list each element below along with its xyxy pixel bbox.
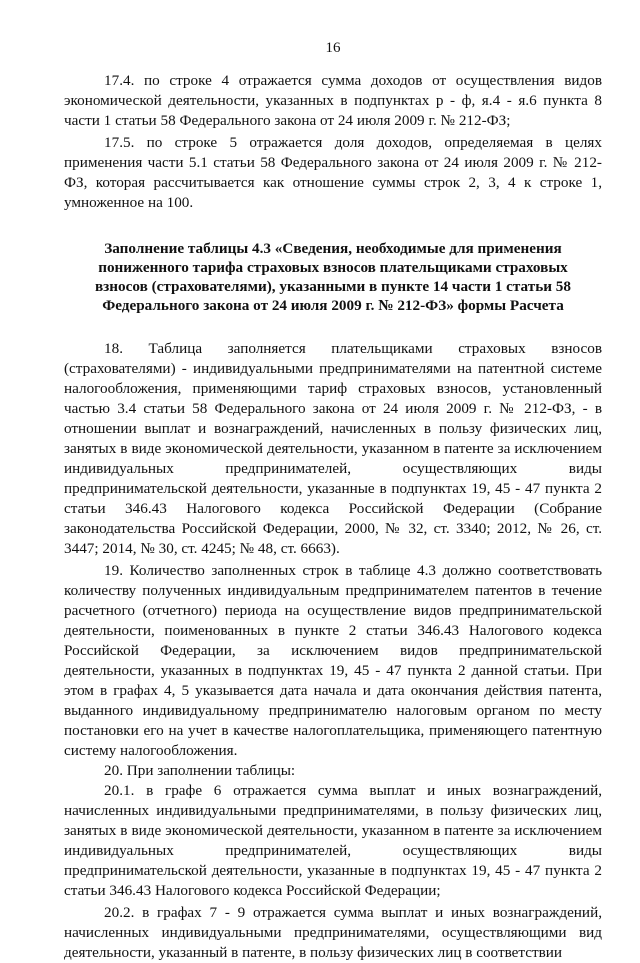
paragraph-20: 20. При заполнении таблицы:: [104, 762, 296, 779]
paragraph-17-4: 17.4. по строке 4 отражается сумма доходов от осуществления видов экономической деятельности, указанных в подпунктах р - ф, я.4 - я.6 пункта 8 части 1 статьи 58 Федерального закона от 24 июля 2009 г. № 212-ФЗ;: [64, 72, 602, 129]
paragraph-20-1: 20.1. в графе 6 отражается сумма выплат и иных вознаграждений, начисленных индивидуальными предпринимателями, в пользу физических лиц, занятых в виде экономической деятельности, указанном в патенте за исключением индивидуальных предпринимателей, осуществляющих виды предпринимательской деятельности, указанные в подпунктах 19, 45 - 47 пункта 2 статьи 346.43 Налогового кодекса Российской Федерации;: [64, 782, 602, 899]
paragraph-17-5: 17.5. по строке 5 отражается доля доходов, определяемая в целях применения части 5.1 статьи 58 Федерального закона от 24 июля 2009 г. № 212-ФЗ, которая рассчитывается как отношение суммы строк 2, 3, 4 к строке 1, умноженное на 100.: [64, 134, 602, 211]
section-title: Заполнение таблицы 4.3 «Сведения, необходимые для применения пониженного тарифа страховых взносов плательщиками страховых взносов (страхователями), указанными в пункте 14 части 1 статьи 58 Федерального закона от 24 июля 2009 г. № 212-ФЗ» формы Расчета: [94, 240, 571, 314]
paragraph-19: 19. Количество заполненных строк в таблице 4.3 должно соответствовать количеству полученных индивидуальным предпринимателем патентов в течение расчетного (отчетного) периода на осуществление видов предпринимательской деятельности, поименованных в пункте 2 статьи 346.43 Налогового кодекса Российской Федерации, за исключением видов предпринимательской деятельности, указанных в подпунктах 19, 45 - 47 пункта 2 данной статьи. При этом в графах 4, 5 указывается дата начала и дата окончания действия патента, выданного индивидуальному предпринимателю налоговым органом по месту постановки его на учет в качестве налогоплательщика, применяющего патентную систему налогообложения.: [64, 562, 602, 759]
page-number: 16: [325, 40, 341, 56]
paragraph-20-2: 20.2. в графах 7 - 9 отражается сумма выплат и иных вознаграждений, начисленных индивидуальными предпринимателями, осуществляющими вид деятельности, указанный в патенте, в пользу физических лиц в соответствии: [64, 904, 602, 961]
paragraph-18: 18. Таблица заполняется плательщиками страховых взносов (страхователями) - индивидуальными предпринимателями на патентной системе налогообложения, применяющими тариф страховых взносов, установленный частью 3.4 статьи 58 Федерального закона от 24 июля 2009 г. № 212-ФЗ, - в отношении выплат и вознаграждений, начисленных в пользу физических лиц, занятых в виде экономической деятельности, указанном в патенте за исключением индивидуальных предпринимателей, осуществляющих виды предпринимательской деятельности, указанные в подпунктах 19, 45 - 47 пункта 2 статьи 346.43 Налогового кодекса Российской Федерации (Собрание законодательства Российской Федерации, 2000, № 32, ст. 3340; 2012, № 26, ст. 3447; 2014, № 30, ст. 4245; № 48, ст. 6663).: [64, 340, 602, 557]
